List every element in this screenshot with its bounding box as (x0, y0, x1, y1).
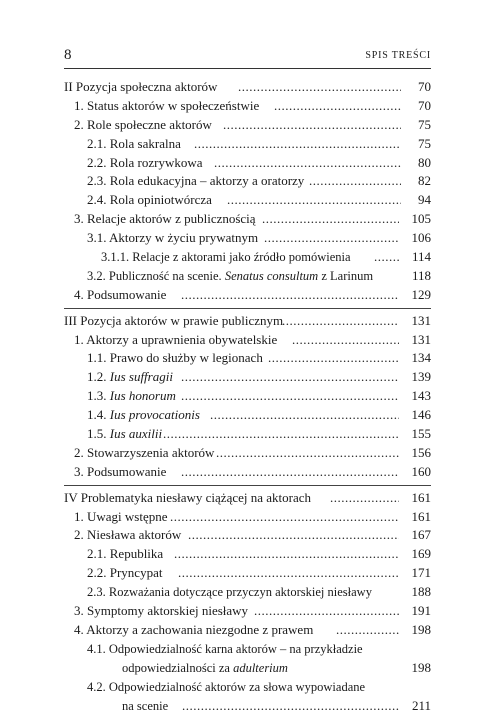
toc-page-ref: 82 (418, 173, 431, 189)
toc-page-ref: 118 (411, 267, 431, 283)
toc-entry-label-part: z Larinum (318, 268, 374, 283)
leader-dots (223, 116, 401, 135)
toc-page-ref: 198 (411, 621, 431, 637)
toc-entry-label: 4. Aktorzy a zachowania niezgodne z prawem (74, 621, 314, 637)
toc-page-ref: 188 (411, 584, 431, 600)
leader-dots (178, 564, 399, 583)
toc-page-ref: 94 (418, 192, 431, 208)
toc-entry (64, 210, 431, 229)
toc-entry (64, 368, 431, 387)
toc-entry-label (87, 368, 173, 387)
leader-dots (292, 331, 399, 350)
toc-page-ref: 131 (411, 331, 431, 347)
toc-entry (64, 267, 431, 286)
toc-entry-label-italic: Senatus consultum (224, 268, 319, 283)
toc-entry-label-continued: na scenie (122, 698, 169, 713)
toc-entry (64, 349, 431, 368)
toc-entry-label: 3. Relacje aktorów z publicznością (74, 211, 256, 227)
toc-page-ref: 155 (411, 426, 431, 442)
toc-entry-label-italic: Ius suffragii (109, 369, 173, 385)
toc-entry-label-continued (122, 659, 288, 678)
running-header (64, 46, 431, 64)
toc-chapter (64, 489, 431, 508)
toc-entry-label: 2. Role społeczne aktorów (74, 116, 212, 132)
toc-entry (64, 640, 431, 678)
toc-page-ref: 156 (411, 444, 431, 460)
toc-section-iv (64, 485, 431, 715)
toc-entry-label-part: odpowiedzialności za (122, 660, 234, 675)
leader-dots (214, 154, 401, 173)
toc-page-ref: 146 (411, 407, 431, 423)
toc-section-ii (64, 78, 431, 305)
toc-page-ref: 171 (411, 565, 431, 581)
toc-entry (64, 191, 431, 210)
toc-entry (64, 406, 431, 425)
leader-dots (374, 248, 399, 267)
toc-entry-label: 2.3. Rozważania dotyczące przyczyn aktorskiej niesławy (87, 585, 372, 600)
toc-entry (64, 116, 431, 135)
leader-dots (182, 697, 399, 715)
toc-entry (64, 602, 431, 621)
toc-entry (64, 463, 431, 482)
toc-entry-label: 1. Uwagi wstępne (74, 508, 168, 524)
table-of-contents (64, 78, 431, 715)
toc-page-ref: 80 (418, 154, 431, 170)
toc-entry-label: 3.1. Aktorzy w życiu prywatnym (87, 230, 259, 246)
leader-dots (282, 312, 399, 331)
leader-dots (336, 621, 399, 640)
toc-entry (64, 545, 431, 564)
header-rule (64, 68, 431, 69)
toc-section-iii (64, 308, 431, 482)
toc-entry-label: 1. Status aktorów w społeczeństwie (74, 97, 260, 113)
leader-dots (194, 135, 401, 154)
toc-entry (64, 621, 431, 640)
toc-entry-label-part: 3.2. Publiczność na scenie. (87, 268, 225, 283)
toc-entry (64, 135, 431, 154)
leader-dots (309, 172, 401, 191)
leader-dots (274, 97, 401, 116)
toc-page-ref: 134 (411, 350, 431, 366)
leader-dots (227, 191, 401, 210)
toc-entry-num: 1.4. (87, 407, 110, 423)
toc-entry-num: 1.5. (87, 426, 110, 442)
toc-entry-label (87, 267, 373, 286)
toc-entry (64, 229, 431, 248)
toc-page-ref: 211 (411, 697, 431, 713)
toc-page-ref: 105 (411, 211, 431, 227)
toc-entry (64, 425, 431, 444)
toc-chapter (64, 78, 431, 97)
toc-entry-label: 4.2. Odpowiedzialność aktorów za słowa wypowiadane (87, 679, 366, 694)
running-title: SPIS TREŚCI (365, 50, 431, 61)
toc-entry (64, 444, 431, 463)
toc-entry (64, 172, 431, 191)
toc-entry (64, 97, 431, 116)
leader-dots (238, 78, 401, 97)
toc-entry (64, 331, 431, 350)
toc-page-ref: 129 (411, 286, 431, 302)
toc-entry-label: 2.2. Rola rozrywkowa (87, 154, 203, 170)
toc-page-ref: 106 (411, 230, 431, 246)
leader-dots (174, 545, 399, 564)
toc-page-ref: 70 (418, 97, 431, 113)
toc-entry-label: 2.1. Rola sakralna (87, 135, 181, 151)
toc-chapter (64, 312, 431, 331)
leader-dots (262, 210, 399, 229)
toc-page-ref: 139 (411, 369, 431, 385)
toc-entry-label: 1.1. Prawo do służby w legionach (87, 350, 263, 366)
toc-page-ref: 131 (411, 312, 431, 328)
leader-dots (216, 444, 399, 463)
toc-entry-label: 1. Aktorzy a uprawnienia obywatelskie (74, 331, 278, 347)
toc-page-ref: 160 (411, 463, 431, 479)
toc-entry-label: 3.1.1. Relacje z aktorami jako źródło pomówienia (101, 250, 351, 265)
toc-entry-label-italic: Ius provocationis (109, 407, 200, 423)
toc-page-ref: 161 (411, 508, 431, 524)
toc-entry-label: 2. Niesława aktorów (74, 527, 182, 543)
toc-page-ref: 191 (411, 603, 431, 619)
toc-entry-num: 1.2. (87, 369, 110, 385)
toc-page-ref: 114 (411, 249, 431, 265)
toc-entry (64, 248, 431, 267)
toc-page-ref: 161 (411, 489, 431, 505)
toc-entry-label (87, 425, 162, 444)
toc-page-ref: 70 (418, 79, 431, 94)
toc-page-ref: 169 (411, 546, 431, 562)
toc-entry-label: 3. Podsumowanie (74, 463, 167, 479)
toc-entry (64, 564, 431, 583)
leader-dots (254, 602, 399, 621)
toc-entry (64, 508, 431, 527)
toc-entry-label (87, 406, 200, 425)
toc-chapter-title: IV Problematyka niesławy ciążącej na aktorach (64, 489, 312, 505)
toc-entry-num: 1.3. (87, 388, 110, 404)
toc-entry (64, 526, 431, 545)
toc-entry-label: 2.3. Rola edukacyjna – aktorzy a oratorzy (87, 173, 305, 189)
toc-page-ref: 198 (411, 659, 431, 675)
toc-page-ref: 167 (411, 527, 431, 543)
toc-entry-label: 3. Symptomy aktorskiej niesławy (74, 603, 249, 619)
toc-entry-label: 4. Podsumowanie (74, 286, 167, 302)
leader-dots (181, 387, 399, 406)
toc-page-ref: 75 (418, 116, 431, 132)
toc-page-ref: 143 (411, 388, 431, 404)
toc-entry-label-italic: Ius honorum (109, 388, 176, 404)
toc-entry-label: 2.4. Rola opiniotwórcza (87, 192, 212, 208)
leader-dots (181, 286, 399, 305)
leader-dots (170, 508, 399, 527)
toc-chapter-title: III Pozycja aktorów w prawie publicznym (64, 312, 284, 328)
toc-chapter-title: II Pozycja społeczna aktorów (64, 79, 218, 94)
toc-entry-label-italic: adulterium (233, 660, 288, 675)
toc-entry (64, 154, 431, 173)
toc-entry (64, 583, 431, 602)
leader-dots (181, 368, 399, 387)
toc-entry (64, 678, 431, 715)
toc-entry-label: 2.2. Pryncypat (87, 565, 163, 581)
leader-dots (188, 526, 399, 545)
leader-dots (330, 489, 399, 508)
toc-entry-label: 2. Stowarzyszenia aktorów (74, 444, 215, 460)
leader-dots (210, 406, 399, 425)
toc-entry (64, 387, 431, 406)
toc-page-ref: 75 (418, 135, 431, 151)
toc-entry-label (87, 387, 176, 406)
toc-entry (64, 286, 431, 305)
page-number: 8 (64, 47, 72, 63)
toc-entry-label: 4.1. Odpowiedzialność karna aktorów – na przykładzie (87, 641, 363, 656)
leader-dots (264, 229, 399, 248)
leader-dots (163, 425, 399, 444)
leader-dots (181, 463, 399, 482)
leader-dots (268, 349, 399, 368)
toc-entry-label: 2.1. Republika (87, 546, 164, 562)
toc-entry-label-italic: Ius auxilii (109, 426, 163, 442)
